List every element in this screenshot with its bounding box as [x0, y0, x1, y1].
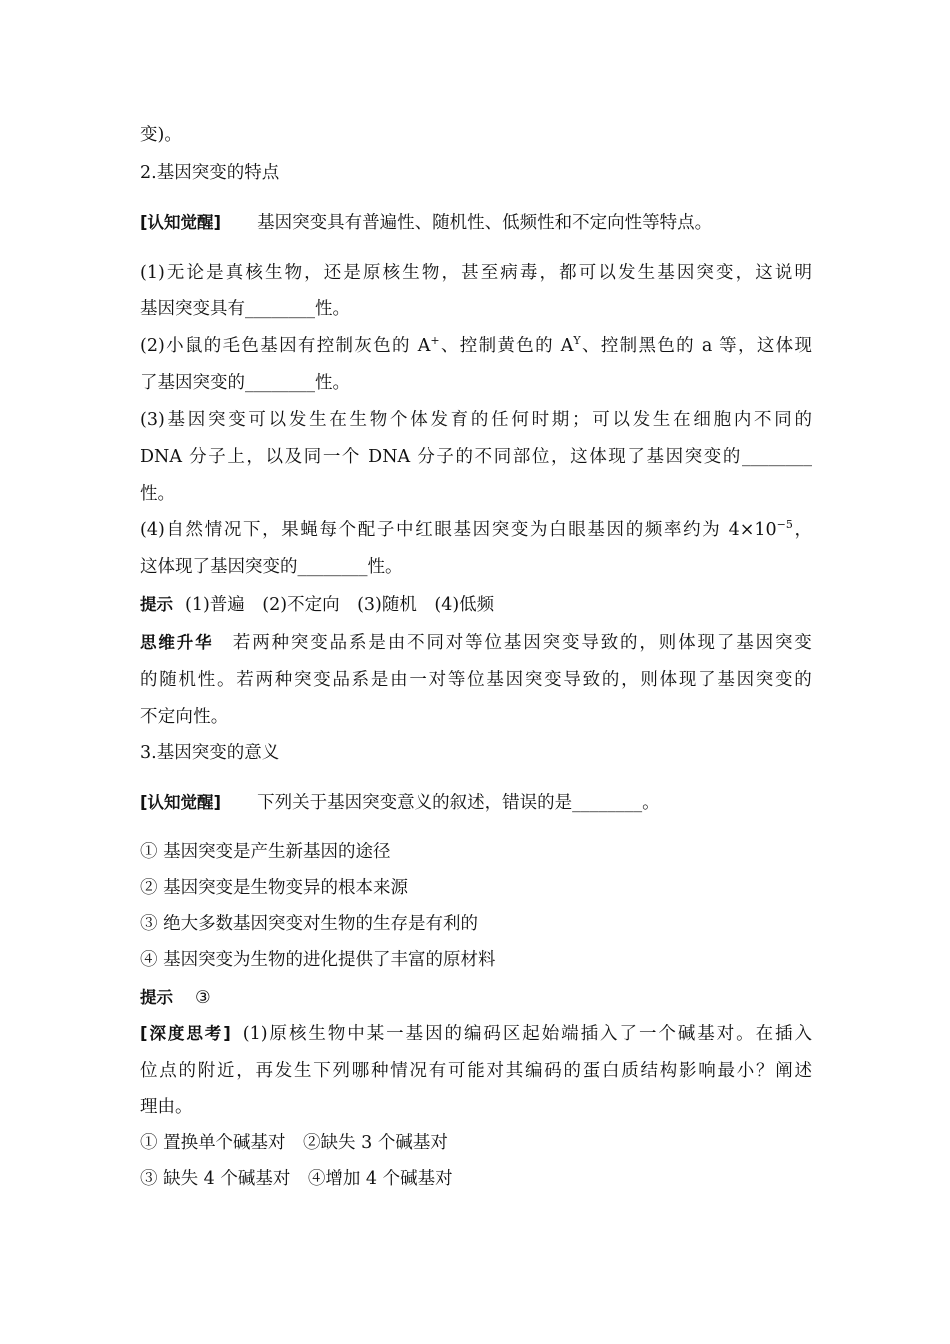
awareness-text: 基因突变具有普遍性、随机性、低频性和不定向性等特点。 — [257, 213, 713, 233]
option-line: ③ 缺失 4 个碱基对 ④增加 4 个碱基对 — [140, 1169, 453, 1189]
section-heading-2: 2.基因突变的特点 — [140, 163, 280, 183]
section-heading-3: 3.基因突变的意义 — [140, 743, 280, 763]
thinking-paragraph — [140, 630, 812, 656]
deep-thinking-tag: [深度思考] — [140, 1024, 231, 1043]
text-line: 了基因突变的________性。 — [140, 373, 350, 393]
text-line — [140, 333, 812, 359]
thinking-text: 若两种突变品系是由不同对等位基因突变导致的，则体现了基因突变 — [232, 633, 813, 653]
awareness-tag: [认知觉醒] — [140, 793, 222, 812]
option-line: ① 置换单个碱基对 ②缺失 3 个碱基对 — [140, 1133, 448, 1153]
awareness-tag: [认知觉醒] — [140, 213, 222, 232]
list-item: ④ 基因突变为生物的进化提供了丰富的原材料 — [140, 950, 496, 970]
text-line: (3)基因突变可以发生在生物个体发育的任何时期；可以发生在细胞内不同的 — [140, 410, 812, 430]
hint-tag: 提示 — [140, 595, 173, 614]
text-run: (2)小鼠的毛色基因有控制灰色的 A — [140, 336, 431, 356]
hint-text: ③ — [195, 988, 211, 1008]
awareness-paragraph — [140, 790, 812, 816]
text-run: (4)自然情况下，果蝇每个配子中红眼基因突变为白眼基因的频率约为 4×10 — [140, 520, 777, 540]
list-item: ① 基因突变是产生新基因的途径 — [140, 842, 391, 862]
text-line: 理由。 — [140, 1097, 193, 1117]
superscript: −5 — [776, 518, 793, 532]
superscript: Y — [573, 334, 581, 348]
thinking-tag: 思维升华 — [140, 633, 214, 652]
text-line: 变)。 — [140, 125, 182, 145]
text-run: 、控制黄色的 A — [439, 336, 574, 356]
text-line: 不定向性。 — [140, 707, 229, 727]
hint-line — [140, 592, 812, 618]
text-line — [140, 517, 812, 543]
awareness-paragraph — [140, 210, 812, 236]
hint-text: (1)普遍 (2)不定向 (3)随机 (4)低频 — [185, 595, 495, 615]
text-run: ， — [792, 520, 812, 540]
list-item: ③ 绝大多数基因突变对生物的生存是有利的 — [140, 914, 479, 934]
awareness-text: 下列关于基因突变意义的叙述，错误的是________。 — [257, 793, 660, 813]
list-item: ② 基因突变是生物变异的根本来源 — [140, 878, 409, 898]
text-line: 这体现了基因突变的________性。 — [140, 557, 403, 577]
deep-thinking-text: (1)原核生物中某一基因的编码区起始端插入了一个碱基对。在插入 — [242, 1024, 812, 1044]
text-line: 基因突变具有________性。 — [140, 299, 350, 319]
superscript: + — [430, 334, 440, 348]
text-line: DNA 分子上，以及同一个 DNA 分子的不同部位，这体现了基因突变的________ — [140, 447, 812, 467]
text-run: 、控制黑色的 a 等，这体现 — [580, 336, 812, 356]
deep-thinking-paragraph — [140, 1021, 812, 1047]
text-line: 性。 — [140, 484, 175, 504]
text-line: 位点的附近，再发生下列哪种情况有可能对其编码的蛋白质结构影响最小？阐述 — [140, 1061, 812, 1081]
hint-tag: 提示 — [140, 988, 173, 1007]
text-line: 的随机性。若两种突变品系是由一对等位基因突变导致的，则体现了基因突变的 — [140, 670, 812, 690]
hint-line — [140, 985, 812, 1011]
text-line: (1)无论是真核生物，还是原核生物，甚至病毒，都可以发生基因突变，这说明 — [140, 263, 812, 283]
